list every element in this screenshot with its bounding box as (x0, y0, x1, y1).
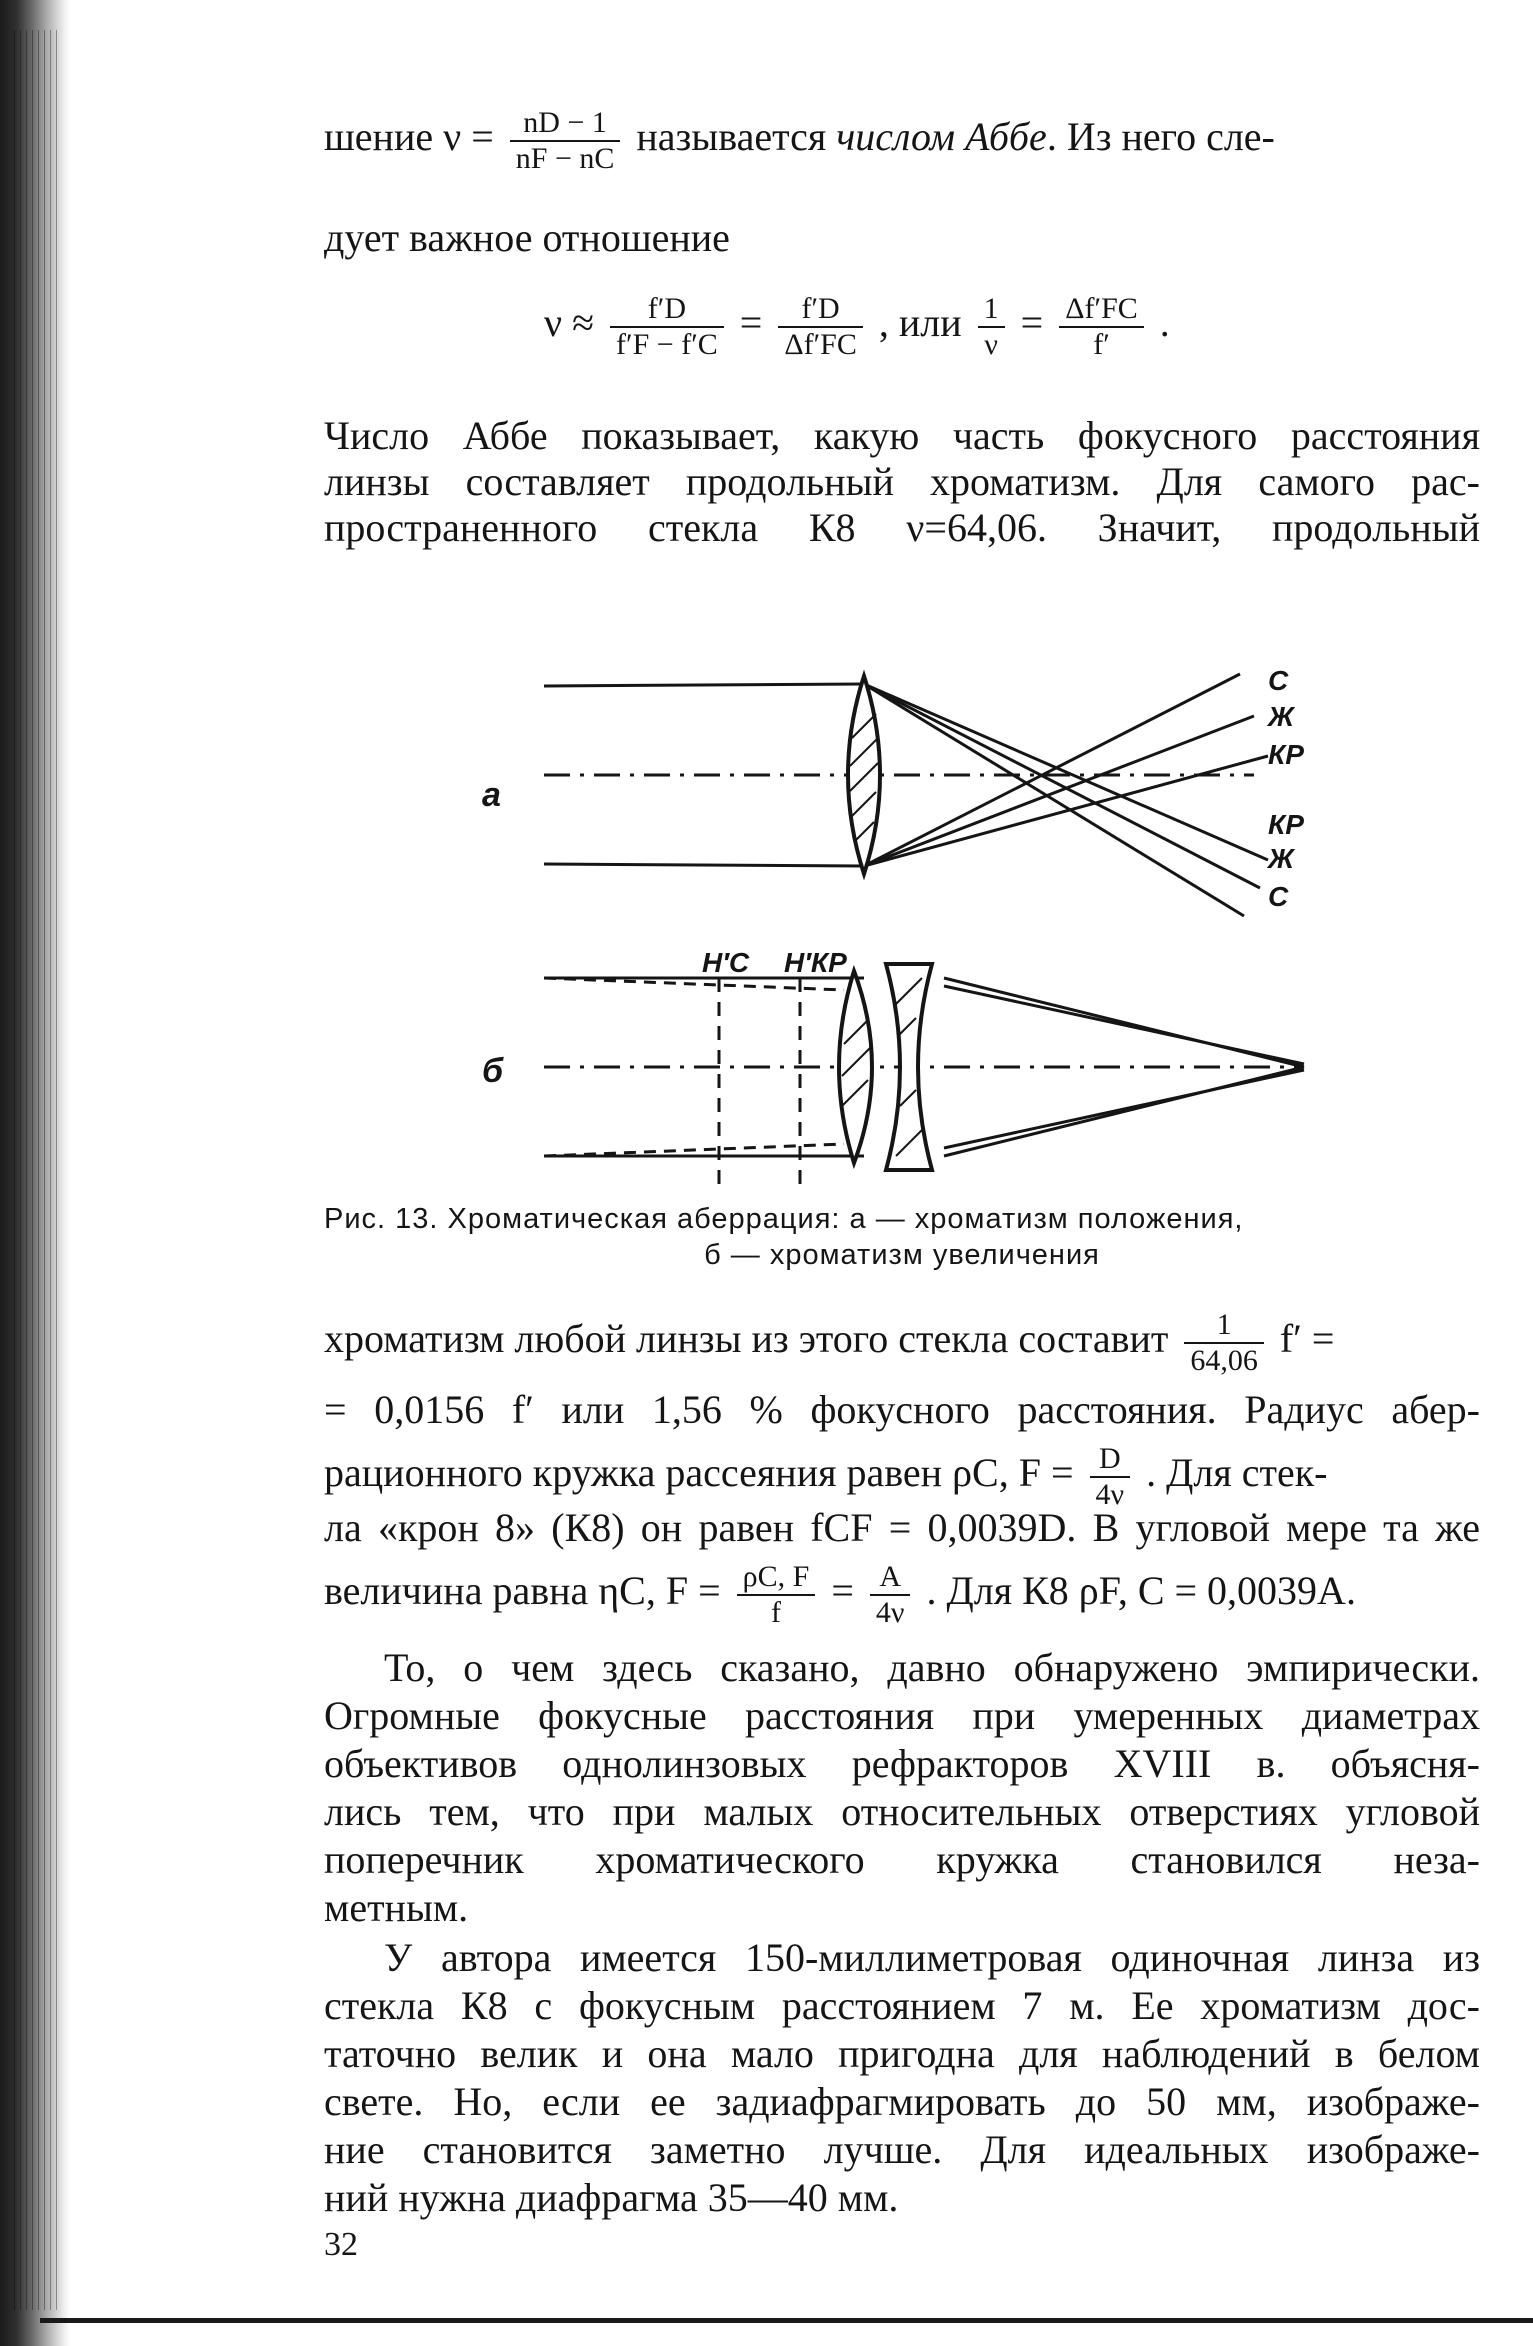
formula-equals-2: = (1020, 300, 1044, 346)
text-line: То, о чем здесь сказано, давно обнаружено эмпирически. (384, 1645, 1480, 1690)
figure-label-a: а (482, 776, 501, 814)
figure-caption-line-2: б — хроматизм увеличения (704, 1239, 1100, 1271)
abbe-line-suffix-a: называется (636, 114, 837, 160)
abbe-line-suffix-b: . Из него сле- (1046, 114, 1275, 160)
fraction-num: ρC, F (737, 1560, 816, 1596)
text-line: объективов однолинзовых рефракторов XVIII в. объясня- (324, 1741, 1480, 1786)
text-line: ла «крон 8» (К8) он равен fCF = 0,0039D. В угловой мере та же (324, 1505, 1480, 1550)
abbe-line-prefix: шение ν = (324, 114, 494, 160)
ray-label-bottom-zh: Ж (1268, 843, 1294, 874)
formula-fraction-2 (778, 292, 863, 362)
text-segment: величина равна ηC, F = (324, 1568, 721, 1614)
fraction-num: A (870, 1560, 911, 1596)
text-line: поперечник хроматического кружка становился неза- (324, 1837, 1480, 1882)
fraction-d-over-4nu (1090, 1442, 1131, 1512)
fraction-den: 64,06 (1190, 1344, 1258, 1377)
fraction-den: 4ν (1095, 1478, 1125, 1511)
text-line-with-fraction (324, 1560, 1480, 1630)
abbe-fraction-den: nF − nC (515, 142, 615, 175)
text-segment: = (831, 1568, 854, 1614)
principal-plane-label-c: H′С (702, 947, 750, 978)
fraction-1-over-64 (1184, 1308, 1264, 1378)
binding-page-edges (14, 30, 60, 2310)
formula-fraction-4-den: f′ (1093, 328, 1110, 361)
page-bottom-edge (40, 2318, 1533, 2323)
formula-fraction-3-den: ν (984, 328, 998, 361)
achromat-crown-lens (839, 971, 872, 1163)
formula-or: , или (878, 300, 962, 346)
abbe-definition-line (324, 106, 1480, 176)
biconvex-lens (848, 676, 880, 874)
text-segment: рационного кружка рассеяния равен ρC, F = (324, 1450, 1074, 1496)
text-line: линзы составляет продольный хроматизм. Для самого рас- (324, 459, 1480, 504)
formula-fraction-4 (1059, 292, 1144, 362)
page-number: 32 (324, 2226, 358, 2263)
ray-label-bottom-kr: КР (1268, 809, 1304, 840)
text-line: Огромные фокусные расстояния при умеренных диаметрах (324, 1693, 1480, 1738)
formula-fraction-2-num: f′D (778, 292, 863, 328)
text-segment: хроматизм любой линзы из этого стекла составит (324, 1316, 1169, 1362)
text-line: лись тем, что при малых относительных отверстиях угловой (324, 1789, 1480, 1834)
fraction-num: 1 (1184, 1308, 1264, 1344)
formula-fraction-1-num: f′D (610, 292, 724, 328)
text-segment: . Для стек- (1146, 1450, 1328, 1496)
formula-end: . (1159, 300, 1170, 346)
principal-plane-label-kr: H′КР (784, 947, 847, 978)
formula-lhs: ν ≈ (544, 300, 595, 346)
ray-label-bottom-c: С (1268, 881, 1289, 912)
chromatic-aberration-figure (324, 566, 1480, 1186)
text-line: ние становится заметно лучше. Для идеальных изображе- (324, 2127, 1480, 2172)
abbe-number-term: числом Аббе (836, 114, 1047, 160)
ray-label-top-kr: КР (1268, 739, 1304, 770)
formula-fraction-1 (610, 292, 724, 362)
formula-fraction-4-num: Δf′FC (1059, 292, 1144, 328)
fraction-den: 4ν (875, 1596, 905, 1629)
fraction-rho-over-f (737, 1560, 816, 1630)
ray-label-top-c: С (1268, 665, 1289, 696)
text-segment: . Для К8 ρF, C = 0,0039A. (926, 1568, 1356, 1614)
text-line: У автора имеется 150-миллиметровая одиночная линза из (384, 1935, 1480, 1980)
text-line: свете. Но, если ее задиафрагмировать до 50 мм, изображе- (324, 2079, 1480, 2124)
text-line: таточно велик и она мало пригодна для наблюдений в белом (324, 2031, 1480, 2076)
fraction-a-over-4nu (870, 1560, 911, 1630)
text-segment: f′ = (1279, 1316, 1335, 1362)
achromat-flint-lens (886, 964, 932, 1170)
abbe-fraction (510, 106, 621, 176)
part-a-rays (544, 674, 1268, 916)
text-line-with-fraction (324, 1442, 1480, 1512)
ray-label-top-zh: Ж (1268, 701, 1294, 732)
text-line: стекла К8 с фокусным расстоянием 7 м. Ее хроматизм дос- (324, 1983, 1480, 2028)
formula-fraction-2-den: Δf′FC (784, 328, 857, 361)
text-line-with-fraction (324, 1308, 1480, 1378)
figure-caption-line-1: Рис. 13. Хроматическая аберрация: а — хроматизм положения, (324, 1203, 1244, 1235)
formula-fraction-3 (978, 292, 1005, 362)
fraction-num: D (1090, 1442, 1131, 1478)
text-line: = 0,0156 f′ или 1,56 % фокусного расстояния. Радиус абер- (324, 1387, 1480, 1432)
formula-fraction-1-den: f′F − f′C (616, 328, 718, 361)
abbe-fraction-num: nD − 1 (510, 106, 621, 142)
text-line: дует важное отношение (324, 215, 730, 260)
formula-fraction-3-num: 1 (978, 292, 1005, 328)
text-line: Число Аббе показывает, какую часть фокусного расстояния (324, 413, 1480, 458)
text-line: метным. (324, 1885, 469, 1930)
formula-equals: = (739, 300, 763, 346)
abbe-relation-formula (544, 292, 1444, 362)
text-line: ний нужна диафрагма 35—40 мм. (324, 2175, 899, 2220)
figure-label-b: б (482, 1052, 504, 1090)
fraction-den: f (771, 1596, 781, 1629)
text-line: пространенного стекла К8 ν=64,06. Значит, продольный (324, 505, 1480, 550)
